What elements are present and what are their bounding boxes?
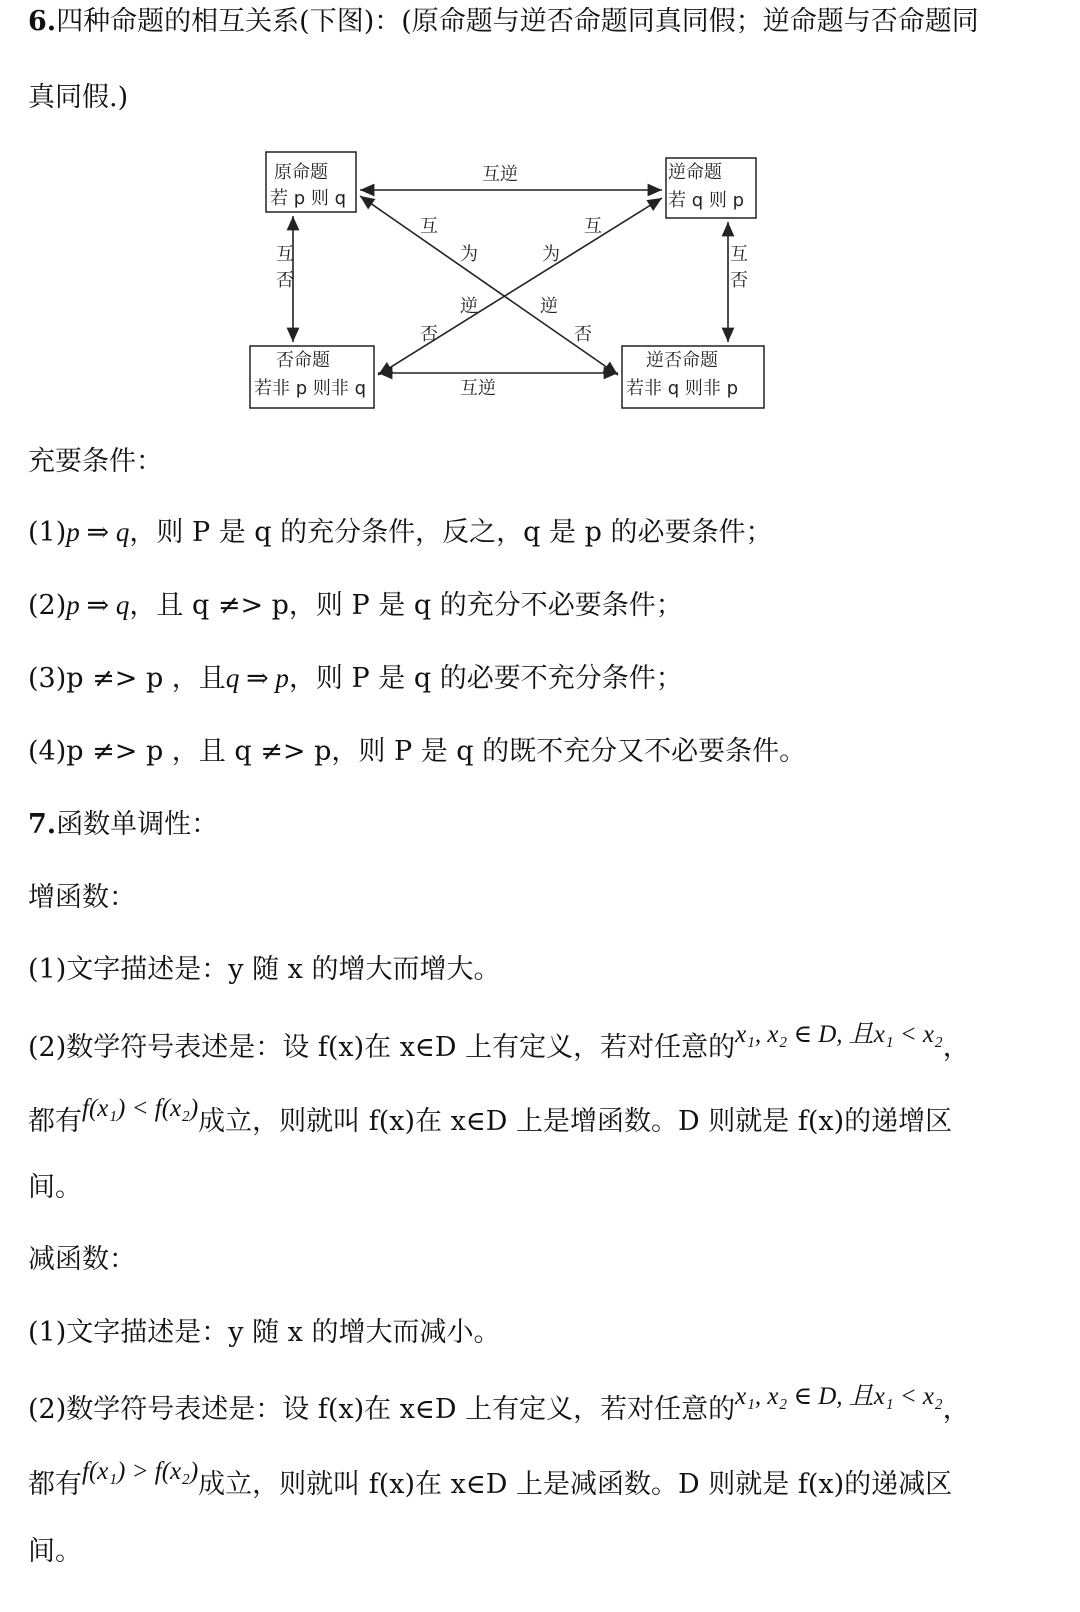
increasing-cont	[28, 1095, 953, 1143]
condition-2-text: ，且 q ≠> p，则 P 是 q 的充分不必要条件；	[129, 590, 683, 621]
box-contrapositive-line2: 若非 q 则非 p	[626, 378, 739, 399]
condition-1	[28, 512, 772, 553]
increasing-cont-end: 间。	[28, 1172, 82, 1203]
condition-3-prefix: (3)p ≠> p ，且	[28, 663, 226, 694]
conditions-heading: 充要条件：	[28, 446, 163, 477]
label-top: 互逆	[482, 164, 518, 185]
box-original-line1: 原命题	[274, 162, 328, 183]
condition-1-prefix: (1)	[28, 517, 67, 548]
increasing-heading: 增函数：	[28, 882, 136, 913]
box-contrapositive-line1: 逆否命题	[646, 350, 718, 371]
condition-3	[28, 658, 683, 699]
label-bottom: 互逆	[460, 378, 496, 399]
section6-title	[28, 2, 979, 42]
decreasing-cont-prefix: 都有	[28, 1469, 82, 1500]
decreasing-cont-end: 间。	[28, 1536, 82, 1567]
decreasing-cont	[28, 1458, 953, 1506]
increasing-desc: (1)文字描述是：y 随 x 的增大而增大。	[28, 954, 501, 985]
condition-4	[28, 732, 806, 772]
label-right-2: 否	[730, 270, 748, 291]
condition-3-math: q ⇒ p	[225, 663, 289, 693]
decreasing-symbolic-math: x₁, x₂ ∈ D, 且x₁ < x₂	[735, 1383, 943, 1410]
label-left-1: 互	[276, 244, 294, 265]
label-diag1-1: 互	[420, 216, 438, 237]
condition-1-math: p ⇒ q	[66, 517, 130, 547]
section7-title-text: 函数单调性：	[56, 809, 219, 840]
condition-3-text: ，则 P 是 q 的必要不充分条件；	[288, 663, 683, 694]
box-inverse-line2: 若非 p 则非 q	[254, 378, 367, 399]
decreasing-symbolic-end: ，	[942, 1394, 970, 1425]
increasing-cont-math: f(x₁) < f(x₂)	[82, 1095, 199, 1122]
decreasing-cont-math: f(x₁) > f(x₂)	[82, 1458, 199, 1485]
section6-title-text: 四种命题的相互关系(下图)：(原命题与逆否命题同真同假；逆命题与否命题同	[56, 6, 979, 37]
increasing-cont-prefix: 都有	[28, 1106, 82, 1137]
label-diag2-4: 否	[420, 324, 438, 345]
condition-2	[28, 585, 683, 626]
increasing-symbolic-text: (2)数学符号表述是：设 f(x)在 x∈D 上有定义，若对任意的	[28, 1032, 736, 1063]
label-diag1-4: 否	[574, 324, 592, 345]
decreasing-desc: (1)文字描述是：y 随 x 的增大而减小。	[28, 1317, 501, 1348]
arrow-diagonal-1	[360, 196, 618, 375]
box-inverse-line1: 否命题	[276, 350, 330, 371]
condition-2-math: p ⇒ q	[66, 590, 130, 620]
increasing-symbolic-end: ，	[942, 1032, 970, 1063]
condition-4-text: (4)p ≠> p ，且 q ≠> p，则 P 是 q 的既不充分又不必要条件。	[28, 736, 807, 767]
section6-title-cont: 真同假.)	[28, 82, 129, 113]
label-diag2-2: 为	[542, 244, 560, 265]
decreasing-symbolic-text: (2)数学符号表述是：设 f(x)在 x∈D 上有定义，若对任意的	[28, 1394, 736, 1425]
box-converse-line2: 若 q 则 p	[668, 190, 745, 211]
proposition-relation-diagram	[240, 140, 780, 420]
label-diag2-1: 互	[584, 216, 602, 237]
increasing-cont-text: 成立，则就叫 f(x)在 x∈D 上是增函数。D 则就是 f(x)的递增区	[198, 1106, 953, 1137]
increasing-symbolic	[28, 1021, 970, 1069]
section6-number: 6.	[28, 6, 57, 37]
label-left-2: 否	[276, 270, 294, 291]
increasing-symbolic-math: x₁, x₂ ∈ D, 且x₁ < x₂	[735, 1021, 943, 1048]
label-diag1-3: 逆	[540, 296, 558, 317]
condition-1-text: ，则 P 是 q 的充分条件，反之，q 是 p 的必要条件；	[129, 517, 773, 548]
condition-2-prefix: (2)	[28, 590, 67, 621]
decreasing-heading: 减函数：	[28, 1244, 136, 1275]
decreasing-cont-text: 成立，则就叫 f(x)在 x∈D 上是减函数。D 则就是 f(x)的递减区	[198, 1469, 953, 1500]
label-right-1: 互	[730, 244, 748, 265]
label-diag1-2: 为	[460, 244, 478, 265]
section7-title	[28, 805, 218, 845]
section7-number: 7.	[28, 809, 57, 840]
label-diag2-3: 逆	[460, 296, 478, 317]
box-converse-line1: 逆命题	[668, 162, 722, 183]
decreasing-symbolic	[28, 1383, 970, 1431]
box-original-line2: 若 p 则 q	[270, 188, 347, 209]
